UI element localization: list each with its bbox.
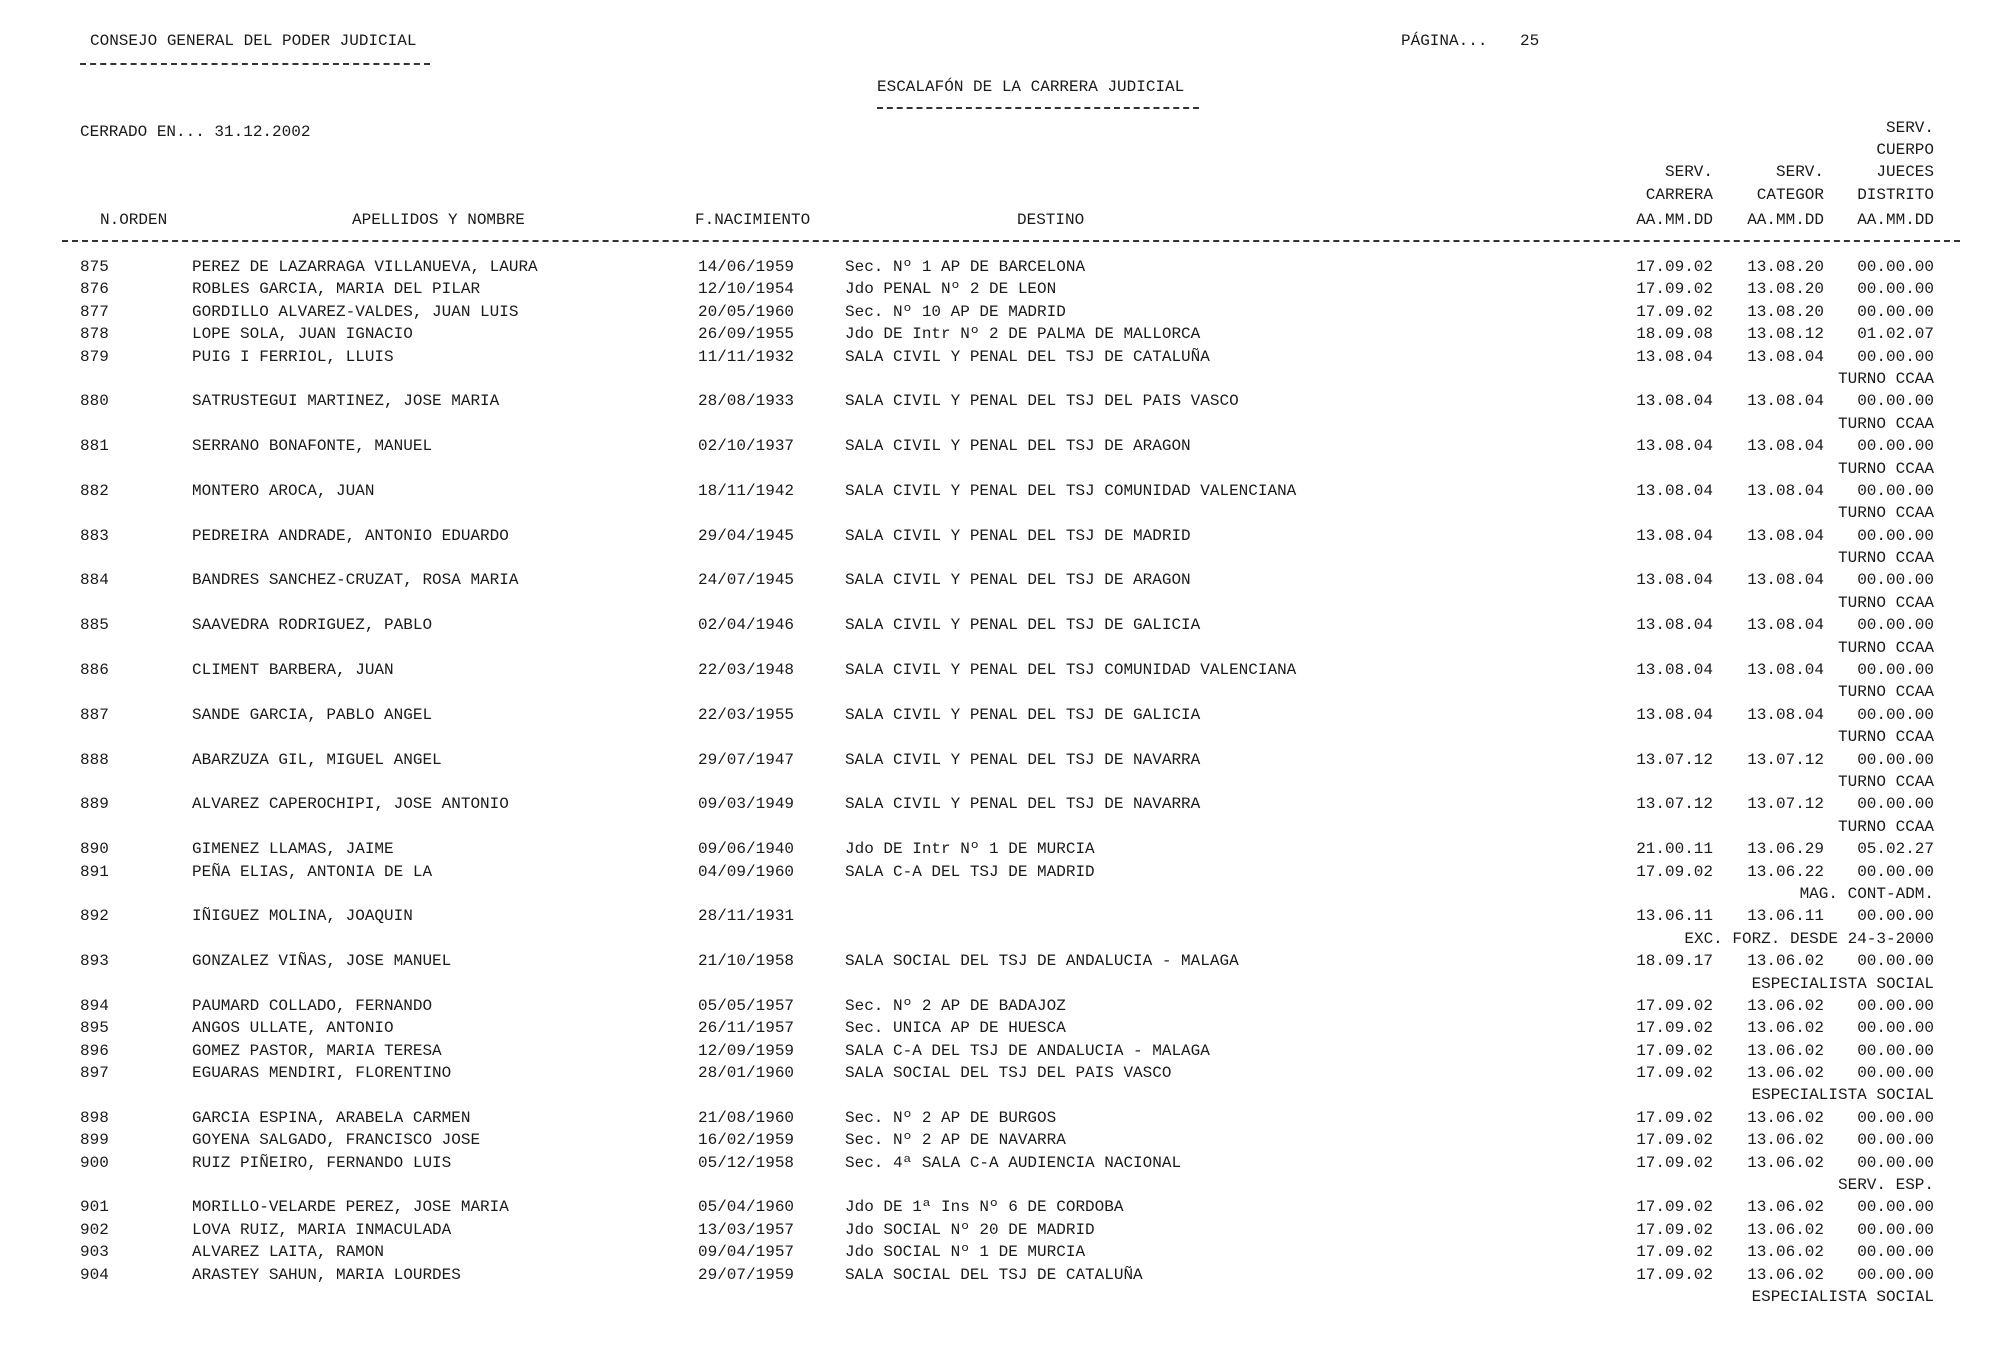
person-name: LOVA RUIZ, MARIA INMACULADA bbox=[192, 1220, 452, 1239]
person-name: CLIMENT BARBERA, JUAN bbox=[192, 661, 394, 680]
serv-distrito: 00.00.00 bbox=[1857, 996, 1934, 1015]
serv-categor: 13.08.04 bbox=[1747, 616, 1824, 635]
person-name: BANDRES SANCHEZ-CRUZAT, ROSA MARIA bbox=[192, 571, 519, 590]
serv-carrera: 13.08.04 bbox=[1636, 616, 1713, 635]
table-row bbox=[0, 1241, 2000, 1263]
table-row-note bbox=[0, 413, 2000, 435]
serv-distrito: 00.00.00 bbox=[1857, 1131, 1934, 1150]
table-row bbox=[0, 256, 2000, 278]
table-row bbox=[0, 614, 2000, 636]
table-row bbox=[0, 1196, 2000, 1218]
person-name: SERRANO BONAFONTE, MANUEL bbox=[192, 437, 433, 456]
row-note: ESPECIALISTA SOCIAL bbox=[1751, 1086, 1934, 1105]
person-name: PEDREIRA ANDRADE, ANTONIO EDUARDO bbox=[192, 526, 509, 545]
destination: SALA C-A DEL TSJ DE MADRID bbox=[845, 862, 1095, 881]
person-name: SATRUSTEGUI MARTINEZ, JOSE MARIA bbox=[192, 392, 500, 411]
order-number: 879 bbox=[80, 347, 109, 366]
order-number: 899 bbox=[80, 1131, 109, 1150]
table-row-note bbox=[0, 458, 2000, 480]
serv-categor: 13.08.04 bbox=[1747, 571, 1824, 590]
serv-distrito: 00.00.00 bbox=[1857, 1198, 1934, 1217]
serv-carrera: 13.08.04 bbox=[1636, 481, 1713, 500]
row-note: SERV. ESP. bbox=[1837, 1176, 1934, 1195]
serv-carrera: 13.08.04 bbox=[1636, 571, 1713, 590]
birth-date: 29/07/1959 bbox=[698, 1265, 795, 1284]
birth-date: 05/12/1958 bbox=[698, 1153, 795, 1172]
birth-date: 12/09/1959 bbox=[698, 1041, 795, 1060]
serv-carrera: 17.09.02 bbox=[1636, 996, 1713, 1015]
serv-categor: 13.06.29 bbox=[1747, 840, 1824, 859]
row-note: TURNO CCAA bbox=[1837, 414, 1934, 433]
row-note: TURNO CCAA bbox=[1837, 728, 1934, 747]
birth-date: 11/11/1932 bbox=[698, 347, 795, 366]
table-row bbox=[0, 1107, 2000, 1129]
serv-distrito: 05.02.27 bbox=[1857, 840, 1934, 859]
birth-date: 21/10/1958 bbox=[698, 952, 795, 971]
serv-categor: 13.08.04 bbox=[1747, 437, 1824, 456]
serv-categor: 13.08.12 bbox=[1747, 325, 1824, 344]
serv-categor: 13.06.02 bbox=[1747, 1153, 1824, 1172]
birth-date: 28/01/1960 bbox=[698, 1064, 795, 1083]
order-number: 884 bbox=[80, 571, 109, 590]
destination: SALA CIVIL Y PENAL DEL TSJ DE NAVARRA bbox=[845, 750, 1201, 769]
serv-distrito: 00.00.00 bbox=[1857, 1265, 1934, 1284]
col-header-nacimiento: F.NACIMIENTO bbox=[695, 211, 811, 229]
table-row-note bbox=[0, 368, 2000, 390]
destination: Sec. Nº 1 AP DE BARCELONA bbox=[845, 258, 1086, 276]
serv-carrera: 17.09.02 bbox=[1636, 1041, 1713, 1060]
order-number: 878 bbox=[80, 325, 109, 344]
person-name: PEREZ DE LAZARRAGA VILLANUEVA, LAURA bbox=[192, 258, 538, 276]
order-number: 877 bbox=[80, 302, 109, 321]
serv-categor: 13.06.22 bbox=[1747, 862, 1824, 881]
serv-distrito: 00.00.00 bbox=[1857, 571, 1934, 590]
destination: Sec. Nº 10 AP DE MADRID bbox=[845, 302, 1066, 321]
table-row bbox=[0, 301, 2000, 323]
destination: Jdo SOCIAL Nº 1 DE MURCIA bbox=[845, 1243, 1086, 1262]
col-header-destino: DESTINO bbox=[1017, 211, 1085, 229]
table-row bbox=[0, 1264, 2000, 1286]
person-name: MONTERO AROCA, JUAN bbox=[192, 481, 375, 500]
order-number: 891 bbox=[80, 862, 109, 881]
serv-distrito: 00.00.00 bbox=[1857, 862, 1934, 881]
row-note: TURNO CCAA bbox=[1837, 638, 1934, 657]
destination: SALA CIVIL Y PENAL DEL TSJ DE GALICIA bbox=[845, 705, 1201, 724]
table-row bbox=[0, 323, 2000, 345]
birth-date: 04/09/1960 bbox=[698, 862, 795, 881]
person-name: GOYENA SALGADO, FRANCISCO JOSE bbox=[192, 1131, 481, 1150]
serv-categor: 13.08.04 bbox=[1747, 481, 1824, 500]
serv-carrera: 18.09.08 bbox=[1636, 325, 1713, 344]
serv-distrito: 00.00.00 bbox=[1857, 616, 1934, 635]
serv-distrito: 00.00.00 bbox=[1857, 705, 1934, 724]
birth-date: 26/11/1957 bbox=[698, 1019, 795, 1038]
table-row-note bbox=[0, 928, 2000, 950]
row-note: MAG. CONT-ADM. bbox=[1799, 884, 1934, 903]
destination: SALA CIVIL Y PENAL DEL TSJ COMUNIDAD VALENCIANA bbox=[845, 481, 1297, 500]
table-row-note bbox=[0, 637, 2000, 659]
destination: SALA C-A DEL TSJ DE ANDALUCIA - MALAGA bbox=[845, 1041, 1210, 1060]
destination: Sec. 4ª SALA C-A AUDIENCIA NACIONAL bbox=[845, 1153, 1182, 1172]
serv-carrera: 17.09.02 bbox=[1636, 1019, 1713, 1038]
person-name: RUIZ PIÑEIRO, FERNANDO LUIS bbox=[192, 1153, 452, 1172]
birth-date: 24/07/1945 bbox=[698, 571, 795, 590]
organization-name: CONSEJO GENERAL DEL PODER JUDICIAL bbox=[90, 32, 417, 50]
destination: Sec. Nº 2 AP DE BADAJOZ bbox=[845, 996, 1066, 1015]
table-row bbox=[0, 1152, 2000, 1174]
order-number: 897 bbox=[80, 1064, 109, 1083]
serv-carrera: 13.07.12 bbox=[1636, 750, 1713, 769]
roster-table bbox=[0, 256, 2000, 1308]
serv-carrera: 13.07.12 bbox=[1636, 795, 1713, 814]
table-row bbox=[0, 569, 2000, 591]
col-header-carrera-1: SERV. bbox=[1664, 163, 1713, 181]
table-row-note bbox=[0, 883, 2000, 905]
person-name: GARCIA ESPINA, ARABELA CARMEN bbox=[192, 1108, 471, 1127]
person-name: MORILLO-VELARDE PEREZ, JOSE MARIA bbox=[192, 1198, 509, 1217]
serv-categor: 13.06.02 bbox=[1747, 1064, 1824, 1083]
serv-categor: 13.06.02 bbox=[1747, 1265, 1824, 1284]
serv-categor: 13.06.02 bbox=[1747, 1243, 1824, 1262]
destination: Jdo SOCIAL Nº 20 DE MADRID bbox=[845, 1220, 1095, 1239]
serv-distrito: 00.00.00 bbox=[1857, 302, 1934, 321]
destination: Jdo DE Intr Nº 2 DE PALMA DE MALLORCA bbox=[845, 325, 1201, 344]
serv-distrito: 00.00.00 bbox=[1857, 795, 1934, 814]
table-row bbox=[0, 950, 2000, 972]
page-label: PÁGINA... bbox=[1401, 32, 1488, 50]
serv-categor: 13.07.12 bbox=[1747, 795, 1824, 814]
birth-date: 26/09/1955 bbox=[698, 325, 795, 344]
serv-carrera: 17.09.02 bbox=[1636, 1064, 1713, 1083]
birth-date: 28/08/1933 bbox=[698, 392, 795, 411]
serv-carrera: 17.09.02 bbox=[1636, 1131, 1713, 1150]
person-name: ALVAREZ LAITA, RAMON bbox=[192, 1243, 385, 1262]
table-row-note bbox=[0, 726, 2000, 748]
row-note: ESPECIALISTA SOCIAL bbox=[1751, 974, 1934, 993]
order-number: 876 bbox=[80, 280, 109, 299]
destination: SALA CIVIL Y PENAL DEL TSJ DE ARAGON bbox=[845, 437, 1191, 456]
destination: Sec. Nº 2 AP DE NAVARRA bbox=[845, 1131, 1066, 1150]
serv-categor: 13.08.04 bbox=[1747, 661, 1824, 680]
table-row bbox=[0, 480, 2000, 502]
serv-categor: 13.08.04 bbox=[1747, 705, 1824, 724]
birth-date: 20/05/1960 bbox=[698, 302, 795, 321]
order-number: 881 bbox=[80, 437, 109, 456]
table-row bbox=[0, 659, 2000, 681]
serv-carrera: 17.09.02 bbox=[1636, 258, 1713, 276]
serv-distrito: 00.00.00 bbox=[1857, 526, 1934, 545]
closed-date: CERRADO EN... 31.12.2002 bbox=[80, 123, 311, 141]
serv-distrito: 00.00.00 bbox=[1857, 481, 1934, 500]
birth-date: 29/04/1945 bbox=[698, 526, 795, 545]
serv-distrito: 00.00.00 bbox=[1857, 1019, 1934, 1038]
birth-date: 09/04/1957 bbox=[698, 1243, 795, 1262]
serv-carrera: 17.09.02 bbox=[1636, 1220, 1713, 1239]
destination: SALA CIVIL Y PENAL DEL TSJ DE MADRID bbox=[845, 526, 1191, 545]
table-row-note bbox=[0, 771, 2000, 793]
order-number: 893 bbox=[80, 952, 109, 971]
serv-categor: 13.08.20 bbox=[1747, 258, 1824, 276]
birth-date: 12/10/1954 bbox=[698, 280, 795, 299]
table-row bbox=[0, 390, 2000, 412]
birth-date: 22/03/1948 bbox=[698, 661, 795, 680]
table-row bbox=[0, 861, 2000, 883]
serv-categor: 13.06.02 bbox=[1747, 1220, 1824, 1239]
serv-categor: 13.08.04 bbox=[1747, 347, 1824, 366]
order-number: 904 bbox=[80, 1265, 109, 1284]
serv-distrito: 00.00.00 bbox=[1857, 258, 1934, 276]
person-name: ANGOS ULLATE, ANTONIO bbox=[192, 1019, 394, 1038]
order-number: 886 bbox=[80, 661, 109, 680]
serv-distrito: 01.02.07 bbox=[1857, 325, 1934, 344]
row-note: EXC. FORZ. DESDE 24-3-2000 bbox=[1684, 929, 1934, 948]
row-note: TURNO CCAA bbox=[1837, 459, 1934, 478]
order-number: 898 bbox=[80, 1108, 109, 1127]
birth-date: 09/06/1940 bbox=[698, 840, 795, 859]
row-note: TURNO CCAA bbox=[1837, 504, 1934, 523]
table-row bbox=[0, 749, 2000, 771]
person-name: ABARZUZA GIL, MIGUEL ANGEL bbox=[192, 750, 442, 769]
table-row bbox=[0, 995, 2000, 1017]
order-number: 900 bbox=[80, 1153, 109, 1172]
birth-date: 21/08/1960 bbox=[698, 1108, 795, 1127]
serv-categor: 13.06.02 bbox=[1747, 1108, 1824, 1127]
serv-categor: 13.08.04 bbox=[1747, 392, 1824, 411]
birth-date: 29/07/1947 bbox=[698, 750, 795, 769]
col-header-categor-3: AA.MM.DD bbox=[1747, 211, 1824, 229]
serv-categor: 13.07.12 bbox=[1747, 750, 1824, 769]
person-name: GORDILLO ALVAREZ-VALDES, JUAN LUIS bbox=[192, 302, 519, 321]
destination: Sec. Nº 2 AP DE BURGOS bbox=[845, 1108, 1057, 1127]
serv-distrito: 00.00.00 bbox=[1857, 907, 1934, 926]
header-separator bbox=[62, 240, 1960, 242]
row-note: TURNO CCAA bbox=[1837, 683, 1934, 702]
order-number: 901 bbox=[80, 1198, 109, 1217]
table-row-note bbox=[0, 816, 2000, 838]
col-header-distrito-3: JUECES bbox=[1876, 163, 1934, 181]
order-number: 903 bbox=[80, 1243, 109, 1262]
table-row bbox=[0, 278, 2000, 300]
person-name: PUIG I FERRIOL, LLUIS bbox=[192, 347, 394, 366]
birth-date: 13/03/1957 bbox=[698, 1220, 795, 1239]
destination: SALA SOCIAL DEL TSJ DE CATALUÑA bbox=[845, 1265, 1143, 1284]
order-number: 880 bbox=[80, 392, 109, 411]
serv-carrera: 17.09.02 bbox=[1636, 1153, 1713, 1172]
table-row bbox=[0, 1129, 2000, 1151]
order-number: 887 bbox=[80, 705, 109, 724]
table-row bbox=[0, 1062, 2000, 1084]
table-row-note bbox=[0, 1084, 2000, 1106]
col-header-distrito-2: CUERPO bbox=[1876, 141, 1934, 159]
table-row bbox=[0, 1219, 2000, 1241]
birth-date: 14/06/1959 bbox=[698, 258, 795, 276]
col-header-nombre: APELLIDOS Y NOMBRE bbox=[352, 211, 525, 229]
serv-distrito: 00.00.00 bbox=[1857, 1064, 1934, 1083]
serv-carrera: 13.08.04 bbox=[1636, 392, 1713, 411]
serv-categor: 13.08.20 bbox=[1747, 302, 1824, 321]
person-name: PEÑA ELIAS, ANTONIA DE LA bbox=[192, 862, 433, 881]
order-number: 894 bbox=[80, 996, 109, 1015]
destination: SALA SOCIAL DEL TSJ DE ANDALUCIA - MALAGA bbox=[845, 952, 1239, 971]
row-note: TURNO CCAA bbox=[1837, 817, 1934, 836]
col-header-categor-2: CATEGOR bbox=[1756, 186, 1824, 204]
table-row bbox=[0, 1040, 2000, 1062]
row-note: TURNO CCAA bbox=[1837, 772, 1934, 791]
table-row bbox=[0, 838, 2000, 860]
destination: SALA CIVIL Y PENAL DEL TSJ DEL PAIS VASCO bbox=[845, 392, 1239, 411]
col-header-orden: N.ORDEN bbox=[100, 211, 168, 229]
serv-carrera: 17.09.02 bbox=[1636, 1108, 1713, 1127]
serv-carrera: 13.06.11 bbox=[1636, 907, 1713, 926]
organization-underline bbox=[80, 63, 430, 65]
table-row-note bbox=[0, 547, 2000, 569]
destination: Jdo DE 1ª Ins Nº 6 DE CORDOBA bbox=[845, 1198, 1124, 1217]
serv-carrera: 13.08.04 bbox=[1636, 437, 1713, 456]
col-header-categor-1: SERV. bbox=[1775, 163, 1824, 181]
serv-categor: 13.06.02 bbox=[1747, 996, 1824, 1015]
serv-carrera: 18.09.17 bbox=[1636, 952, 1713, 971]
person-name: LOPE SOLA, JUAN IGNACIO bbox=[192, 325, 413, 344]
destination: SALA CIVIL Y PENAL DEL TSJ COMUNIDAD VALENCIANA bbox=[845, 661, 1297, 680]
order-number: 882 bbox=[80, 481, 109, 500]
document-title: ESCALAFÓN DE LA CARRERA JUDICIAL bbox=[877, 78, 1185, 96]
serv-distrito: 00.00.00 bbox=[1857, 280, 1934, 299]
title-underline bbox=[877, 107, 1199, 109]
order-number: 889 bbox=[80, 795, 109, 814]
destination: Sec. UNICA AP DE HUESCA bbox=[845, 1019, 1066, 1038]
col-header-carrera-3: AA.MM.DD bbox=[1636, 211, 1713, 229]
serv-categor: 13.06.02 bbox=[1747, 1041, 1824, 1060]
birth-date: 02/04/1946 bbox=[698, 616, 795, 635]
col-header-carrera-2: CARRERA bbox=[1645, 186, 1713, 204]
order-number: 890 bbox=[80, 840, 109, 859]
serv-carrera: 17.09.02 bbox=[1636, 280, 1713, 299]
birth-date: 02/10/1937 bbox=[698, 437, 795, 456]
table-row bbox=[0, 525, 2000, 547]
order-number: 892 bbox=[80, 907, 109, 926]
person-name: GIMENEZ LLAMAS, JAIME bbox=[192, 840, 394, 859]
serv-distrito: 00.00.00 bbox=[1857, 1153, 1934, 1172]
table-row-note bbox=[0, 1174, 2000, 1196]
destination: SALA SOCIAL DEL TSJ DEL PAIS VASCO bbox=[845, 1064, 1172, 1083]
col-header-distrito-1: SERV. bbox=[1885, 119, 1934, 137]
destination: Jdo PENAL Nº 2 DE LEON bbox=[845, 280, 1057, 299]
serv-categor: 13.06.02 bbox=[1747, 1019, 1824, 1038]
serv-carrera: 13.08.04 bbox=[1636, 526, 1713, 545]
row-note: TURNO CCAA bbox=[1837, 369, 1934, 388]
birth-date: 18/11/1942 bbox=[698, 481, 795, 500]
table-row bbox=[0, 704, 2000, 726]
serv-distrito: 00.00.00 bbox=[1857, 1220, 1934, 1239]
serv-categor: 13.06.02 bbox=[1747, 1198, 1824, 1217]
serv-categor: 13.08.20 bbox=[1747, 280, 1824, 299]
table-row-note bbox=[0, 592, 2000, 614]
serv-distrito: 00.00.00 bbox=[1857, 661, 1934, 680]
serv-categor: 13.08.04 bbox=[1747, 526, 1824, 545]
destination: SALA CIVIL Y PENAL DEL TSJ DE NAVARRA bbox=[845, 795, 1201, 814]
table-row-note bbox=[0, 1286, 2000, 1308]
serv-carrera: 17.09.02 bbox=[1636, 302, 1713, 321]
serv-distrito: 00.00.00 bbox=[1857, 437, 1934, 456]
serv-distrito: 00.00.00 bbox=[1857, 1243, 1934, 1262]
table-row bbox=[0, 905, 2000, 927]
serv-distrito: 00.00.00 bbox=[1857, 952, 1934, 971]
table-row bbox=[0, 435, 2000, 457]
person-name: SANDE GARCIA, PABLO ANGEL bbox=[192, 705, 433, 724]
serv-carrera: 13.08.04 bbox=[1636, 705, 1713, 724]
serv-distrito: 00.00.00 bbox=[1857, 392, 1934, 411]
person-name: ROBLES GARCIA, MARIA DEL PILAR bbox=[192, 280, 481, 299]
table-row-note bbox=[0, 973, 2000, 995]
table-row bbox=[0, 793, 2000, 815]
birth-date: 22/03/1955 bbox=[698, 705, 795, 724]
birth-date: 05/05/1957 bbox=[698, 996, 795, 1015]
row-note: TURNO CCAA bbox=[1837, 593, 1934, 612]
serv-carrera: 17.09.02 bbox=[1636, 1265, 1713, 1284]
row-note: ESPECIALISTA SOCIAL bbox=[1751, 1287, 1934, 1306]
order-number: 888 bbox=[80, 750, 109, 769]
serv-carrera: 17.09.02 bbox=[1636, 862, 1713, 881]
person-name: EGUARAS MENDIRI, FLORENTINO bbox=[192, 1064, 452, 1083]
table-row bbox=[0, 346, 2000, 368]
serv-carrera: 17.09.02 bbox=[1636, 1198, 1713, 1217]
serv-carrera: 13.08.04 bbox=[1636, 661, 1713, 680]
destination: Jdo DE Intr Nº 1 DE MURCIA bbox=[845, 840, 1095, 859]
order-number: 885 bbox=[80, 616, 109, 635]
birth-date: 16/02/1959 bbox=[698, 1131, 795, 1150]
serv-categor: 13.06.11 bbox=[1747, 907, 1824, 926]
serv-categor: 13.06.02 bbox=[1747, 1131, 1824, 1150]
order-number: 902 bbox=[80, 1220, 109, 1239]
serv-categor: 13.06.02 bbox=[1747, 952, 1824, 971]
serv-distrito: 00.00.00 bbox=[1857, 347, 1934, 366]
person-name: ARASTEY SAHUN, MARIA LOURDES bbox=[192, 1265, 461, 1284]
table-row-note bbox=[0, 502, 2000, 524]
serv-distrito: 00.00.00 bbox=[1857, 750, 1934, 769]
birth-date: 05/04/1960 bbox=[698, 1198, 795, 1217]
serv-carrera: 17.09.02 bbox=[1636, 1243, 1713, 1262]
destination: SALA CIVIL Y PENAL DEL TSJ DE GALICIA bbox=[845, 616, 1201, 635]
order-number: 875 bbox=[80, 258, 109, 276]
table-row bbox=[0, 1017, 2000, 1039]
serv-distrito: 00.00.00 bbox=[1857, 1041, 1934, 1060]
col-header-distrito-5: AA.MM.DD bbox=[1857, 211, 1934, 229]
order-number: 896 bbox=[80, 1041, 109, 1060]
order-number: 883 bbox=[80, 526, 109, 545]
person-name: ALVAREZ CAPEROCHIPI, JOSE ANTONIO bbox=[192, 795, 509, 814]
destination: SALA CIVIL Y PENAL DEL TSJ DE CATALUÑA bbox=[845, 347, 1210, 366]
serv-distrito: 00.00.00 bbox=[1857, 1108, 1934, 1127]
birth-date: 09/03/1949 bbox=[698, 795, 795, 814]
birth-date: 28/11/1931 bbox=[698, 907, 795, 926]
page-number: 25 bbox=[1520, 32, 1540, 50]
person-name: SAAVEDRA RODRIGUEZ, PABLO bbox=[192, 616, 433, 635]
person-name: PAUMARD COLLADO, FERNANDO bbox=[192, 996, 433, 1015]
person-name: GOMEZ PASTOR, MARIA TERESA bbox=[192, 1041, 442, 1060]
destination: SALA CIVIL Y PENAL DEL TSJ DE ARAGON bbox=[845, 571, 1191, 590]
row-note: TURNO CCAA bbox=[1837, 549, 1934, 568]
person-name: GONZALEZ VIÑAS, JOSE MANUEL bbox=[192, 952, 452, 971]
person-name: IÑIGUEZ MOLINA, JOAQUIN bbox=[192, 907, 413, 926]
serv-carrera: 13.08.04 bbox=[1636, 347, 1713, 366]
table-row-note bbox=[0, 681, 2000, 703]
col-header-distrito-4: DISTRITO bbox=[1857, 186, 1934, 204]
serv-carrera: 21.00.11 bbox=[1636, 840, 1713, 859]
order-number: 895 bbox=[80, 1019, 109, 1038]
